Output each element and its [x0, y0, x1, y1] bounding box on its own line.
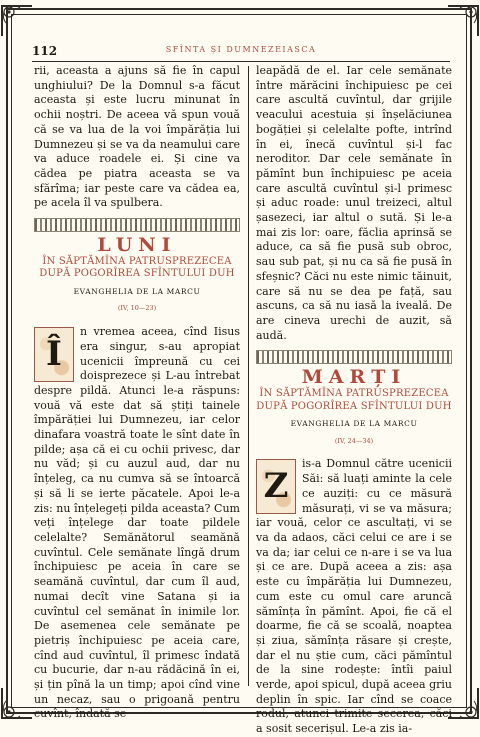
- drop-cap-letter: Z: [263, 466, 289, 507]
- scripture-reference: (IV, 24—34): [334, 436, 374, 445]
- drop-cap: [34, 327, 74, 382]
- corner-ornament-top-left: [0, 2, 36, 38]
- day-heading-tuesday: MARȚI: [301, 366, 407, 389]
- right-intro-paragraph: leapădă de el. Iar cele semănate între mărăcini închipuiesc pe cei care ascultă cuvîntul, dar grijile veacului acestuia și înșelăciunea bogăției și celelalte pofte, intrînd în ei, înecă cuvîntul și-l fac neroditor. Dar cele semănate în pămînt bun închipuiesc pe aceia care ascultă cuvîntul și-l primesc și aduc roade: unul treizeci, altul șasezeci, iar altul o sută. Și le-a mai zis lor: oare, făclia aprinsă se aduce, ca să fie pusă sub obroc, sau sub pat, și nu ca să fie pusă în sfeșnic? Căci nu este nimic tăinuit, care să nu se dea pe față, sau ascuns, ca să nu iasă la iveală. De are cineva urechi de auzit, să audă.: [256, 64, 452, 342]
- drop-cap: [256, 459, 296, 514]
- day-heading-monday: LUNI: [97, 234, 177, 257]
- gospel-text: n vremea aceea, cînd Iisus era singur, s-au apropiat ucenicii împreună cu cei doisprezece și L-au întrebat despre pildă. Atunci le-a răspuns: vouă vă este dat să știți tainele împărăției lui Dumnezeu, iar celor dinafara voastră toate le sînt date în pilde; așa că ei cu ochii privesc, dar nu văd; și cu auzul aud, dar nu înțeleg, ca nu cumva să se întoarcă și să li se ierte păcatele. Apoi le-a zis: nu înțelegeți pilda aceasta? Cum veți înțelege dar toate pildele celelalte? Semănătorul seamănă cuvîntul. Cele semănate lîngă drum închipuiesc pe aceia în care se seamănă cuvîntul, dar cum îl aud, numai decît vine Satana și ia cuvîntul cel semănat în inimile lor. De asemenea cele semănate pe pietriș închipuiesc pe aceia care, cînd aud cuvîntul, îl primesc îndată cu bucurie, dar n-au rădăcină în ei, și țin pînă la un timp; apoi cînd vine un necaz, sau o prigoană pentru cuvînt, îndată se: [34, 325, 240, 721]
- page-header: [32, 44, 450, 58]
- corner-ornament-top-right: [444, 2, 480, 38]
- page-number: 112: [32, 44, 58, 58]
- running-title: SFÎNTA ȘI DUMNEZEIASCA: [165, 45, 317, 54]
- right-column: [256, 64, 452, 737]
- gospel-text: is-a Domnul către ucenicii Săi: să luați aminte la cele ce auziți: cu ce măsură măsurați, vi se va măsura; iar vouă, celor ce ascultați, vi se va da adaos, căci celui ce are i se va da; iar celui ce n-are i se va lua și ce are. După aceea a zis: așa este cu împărăția lui Dumnezeu, cum este cu omul care aruncă sămînța în pămînt. Apoi, fie că el doarme, fie că se scoală, noaptea și ziua, sămînța răsare și crește, dar el nu știe cum, căci pămîntul de la sine rodește: întîi paiul verde, apoi spicul, după aceea griu deplin în spic. Iar cînd se coace rodul, atunci trimite secerea, căci a sosit secerișul. Le-a zis ia-: [256, 457, 452, 736]
- left-column: [34, 64, 240, 722]
- gospel-source: EVANGHELIA DE LA MARCU: [290, 419, 418, 429]
- scripture-reference: (IV, 10—23): [117, 304, 157, 313]
- gospel-source: EVANGHELIA DE LA MARCU: [73, 286, 201, 296]
- reading-subtitle: ÎN SĂPTĂMÎNA PATRUSPREZECEA DUPĂ POGORÎREA SFÎNTULUI DUH: [39, 255, 235, 280]
- ornament-divider: [34, 218, 240, 232]
- ornament-divider: [256, 350, 452, 364]
- corner-ornament-bottom-left: [0, 686, 36, 722]
- left-intro-paragraph: rii, aceasta a ajuns să fie în capul unghiului? De la Domnul s-a făcut aceasta și este lucru minunat în ochii noștri. De aceea vă spun vouă că se va lua de la voi împărăția lui Dumnezeu și se va da neamului care va aduce roadele ei. Și cine va cădea pe piatra aceasta se va sfărîma; iar peste care va cădea ea, pe acela îl va spulbera.: [34, 64, 240, 210]
- header-rule: [32, 61, 450, 62]
- drop-cap-letter: Î: [46, 334, 62, 375]
- reading-subtitle: ÎN SĂPTĂMÎNA PATRUSPREZECEA DUPĂ POGORÎREA SFÎNTULUI DUH: [256, 388, 452, 412]
- column-divider: [248, 66, 249, 686]
